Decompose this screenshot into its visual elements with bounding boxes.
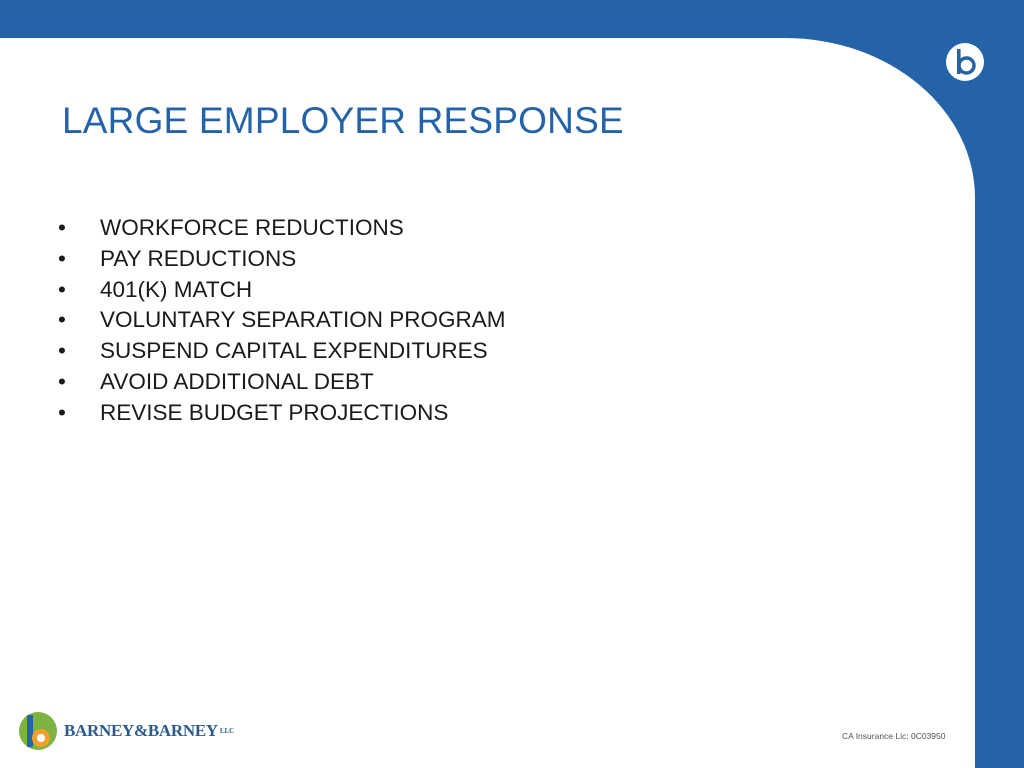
b-logo-icon (945, 42, 985, 82)
slide-title: LARGE EMPLOYER RESPONSE (62, 100, 624, 141)
bullet-item (58, 244, 506, 275)
bullet-item (58, 367, 506, 398)
bullet-marker: • (58, 368, 66, 394)
bullet-marker: • (58, 338, 66, 364)
bullet-text: 401(K) MATCH (100, 276, 253, 302)
bullet-list (58, 213, 506, 429)
bullet-item (58, 305, 506, 336)
brand-suffix: LLC (219, 727, 235, 735)
bullet-text: REVISE BUDGET PROJECTIONS (100, 399, 449, 425)
bullet-item (58, 275, 506, 306)
bullet-marker: • (58, 307, 66, 333)
bullet-text: VOLUNTARY SEPARATION PROGRAM (100, 307, 506, 333)
bullet-text: AVOID ADDITIONAL DEBT (100, 368, 374, 394)
bullet-text: SUSPEND CAPITAL EXPENDITURES (100, 338, 488, 364)
bullet-marker: • (58, 276, 66, 302)
bullet-item (58, 213, 506, 244)
barney-logo-icon (18, 709, 58, 753)
bullet-item (58, 336, 506, 367)
bullet-text: WORKFORCE REDUCTIONS (100, 215, 404, 240)
license-text: CA Insurance Lic: 0C03950 (842, 731, 946, 741)
bullet-marker: • (58, 215, 66, 240)
bullet-marker: • (58, 399, 66, 425)
bullet-marker: • (58, 245, 66, 271)
footer-brand (18, 709, 234, 753)
brand-name: BARNEY&BARNEY (64, 721, 218, 740)
bullet-item (58, 398, 506, 429)
bullet-text: PAY REDUCTIONS (100, 245, 297, 271)
